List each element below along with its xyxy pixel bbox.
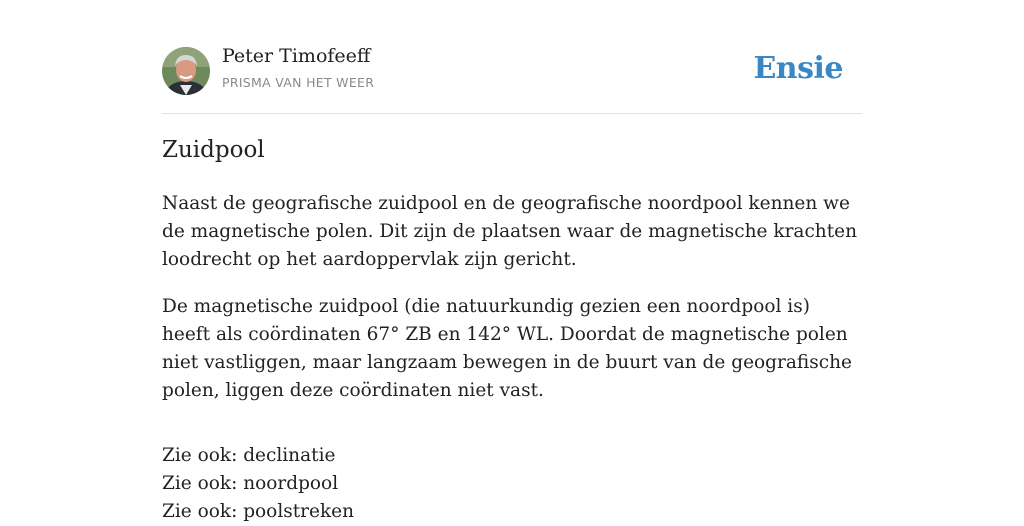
article-paragraph: De magnetische zuidpool (die natuurkundig gezien een noordpool is) heeft als coördinaten 67° ZB en 142° WL. Doordat de magnetische polen niet vastliggen, maar langzaam bewegen in de buurt van de geografische polen, liggen deze coördinaten niet vast. [162,296,852,401]
ensie-logo[interactable]: Ensie [753,51,843,86]
see-also-list [162,442,862,526]
see-also-link-poolstreken[interactable]: Zie ook: poolstreken [162,501,355,522]
author-subtitle[interactable]: PRISMA VAN HET WEER [222,75,375,90]
author-name[interactable]: Peter Timofeeff [222,45,371,67]
article-paragraph: Naast de geografische zuidpool en de geografische noordpool kennen we de magnetische polen. Dit zijn de plaatsen waar de magnetische krachten loodrecht op het aardoppervlak zijn gericht. [162,193,858,270]
page-container [162,0,862,522]
author-avatar[interactable] [162,47,210,95]
article-body [162,190,862,526]
author-header [162,0,862,114]
see-also-link-noordpool[interactable]: Zie ook: noordpool [162,473,339,494]
article-title: Zuidpool [162,137,265,163]
see-also-link-declinatie[interactable]: Zie ook: declinatie [162,445,336,466]
person-avatar-icon [162,47,210,95]
